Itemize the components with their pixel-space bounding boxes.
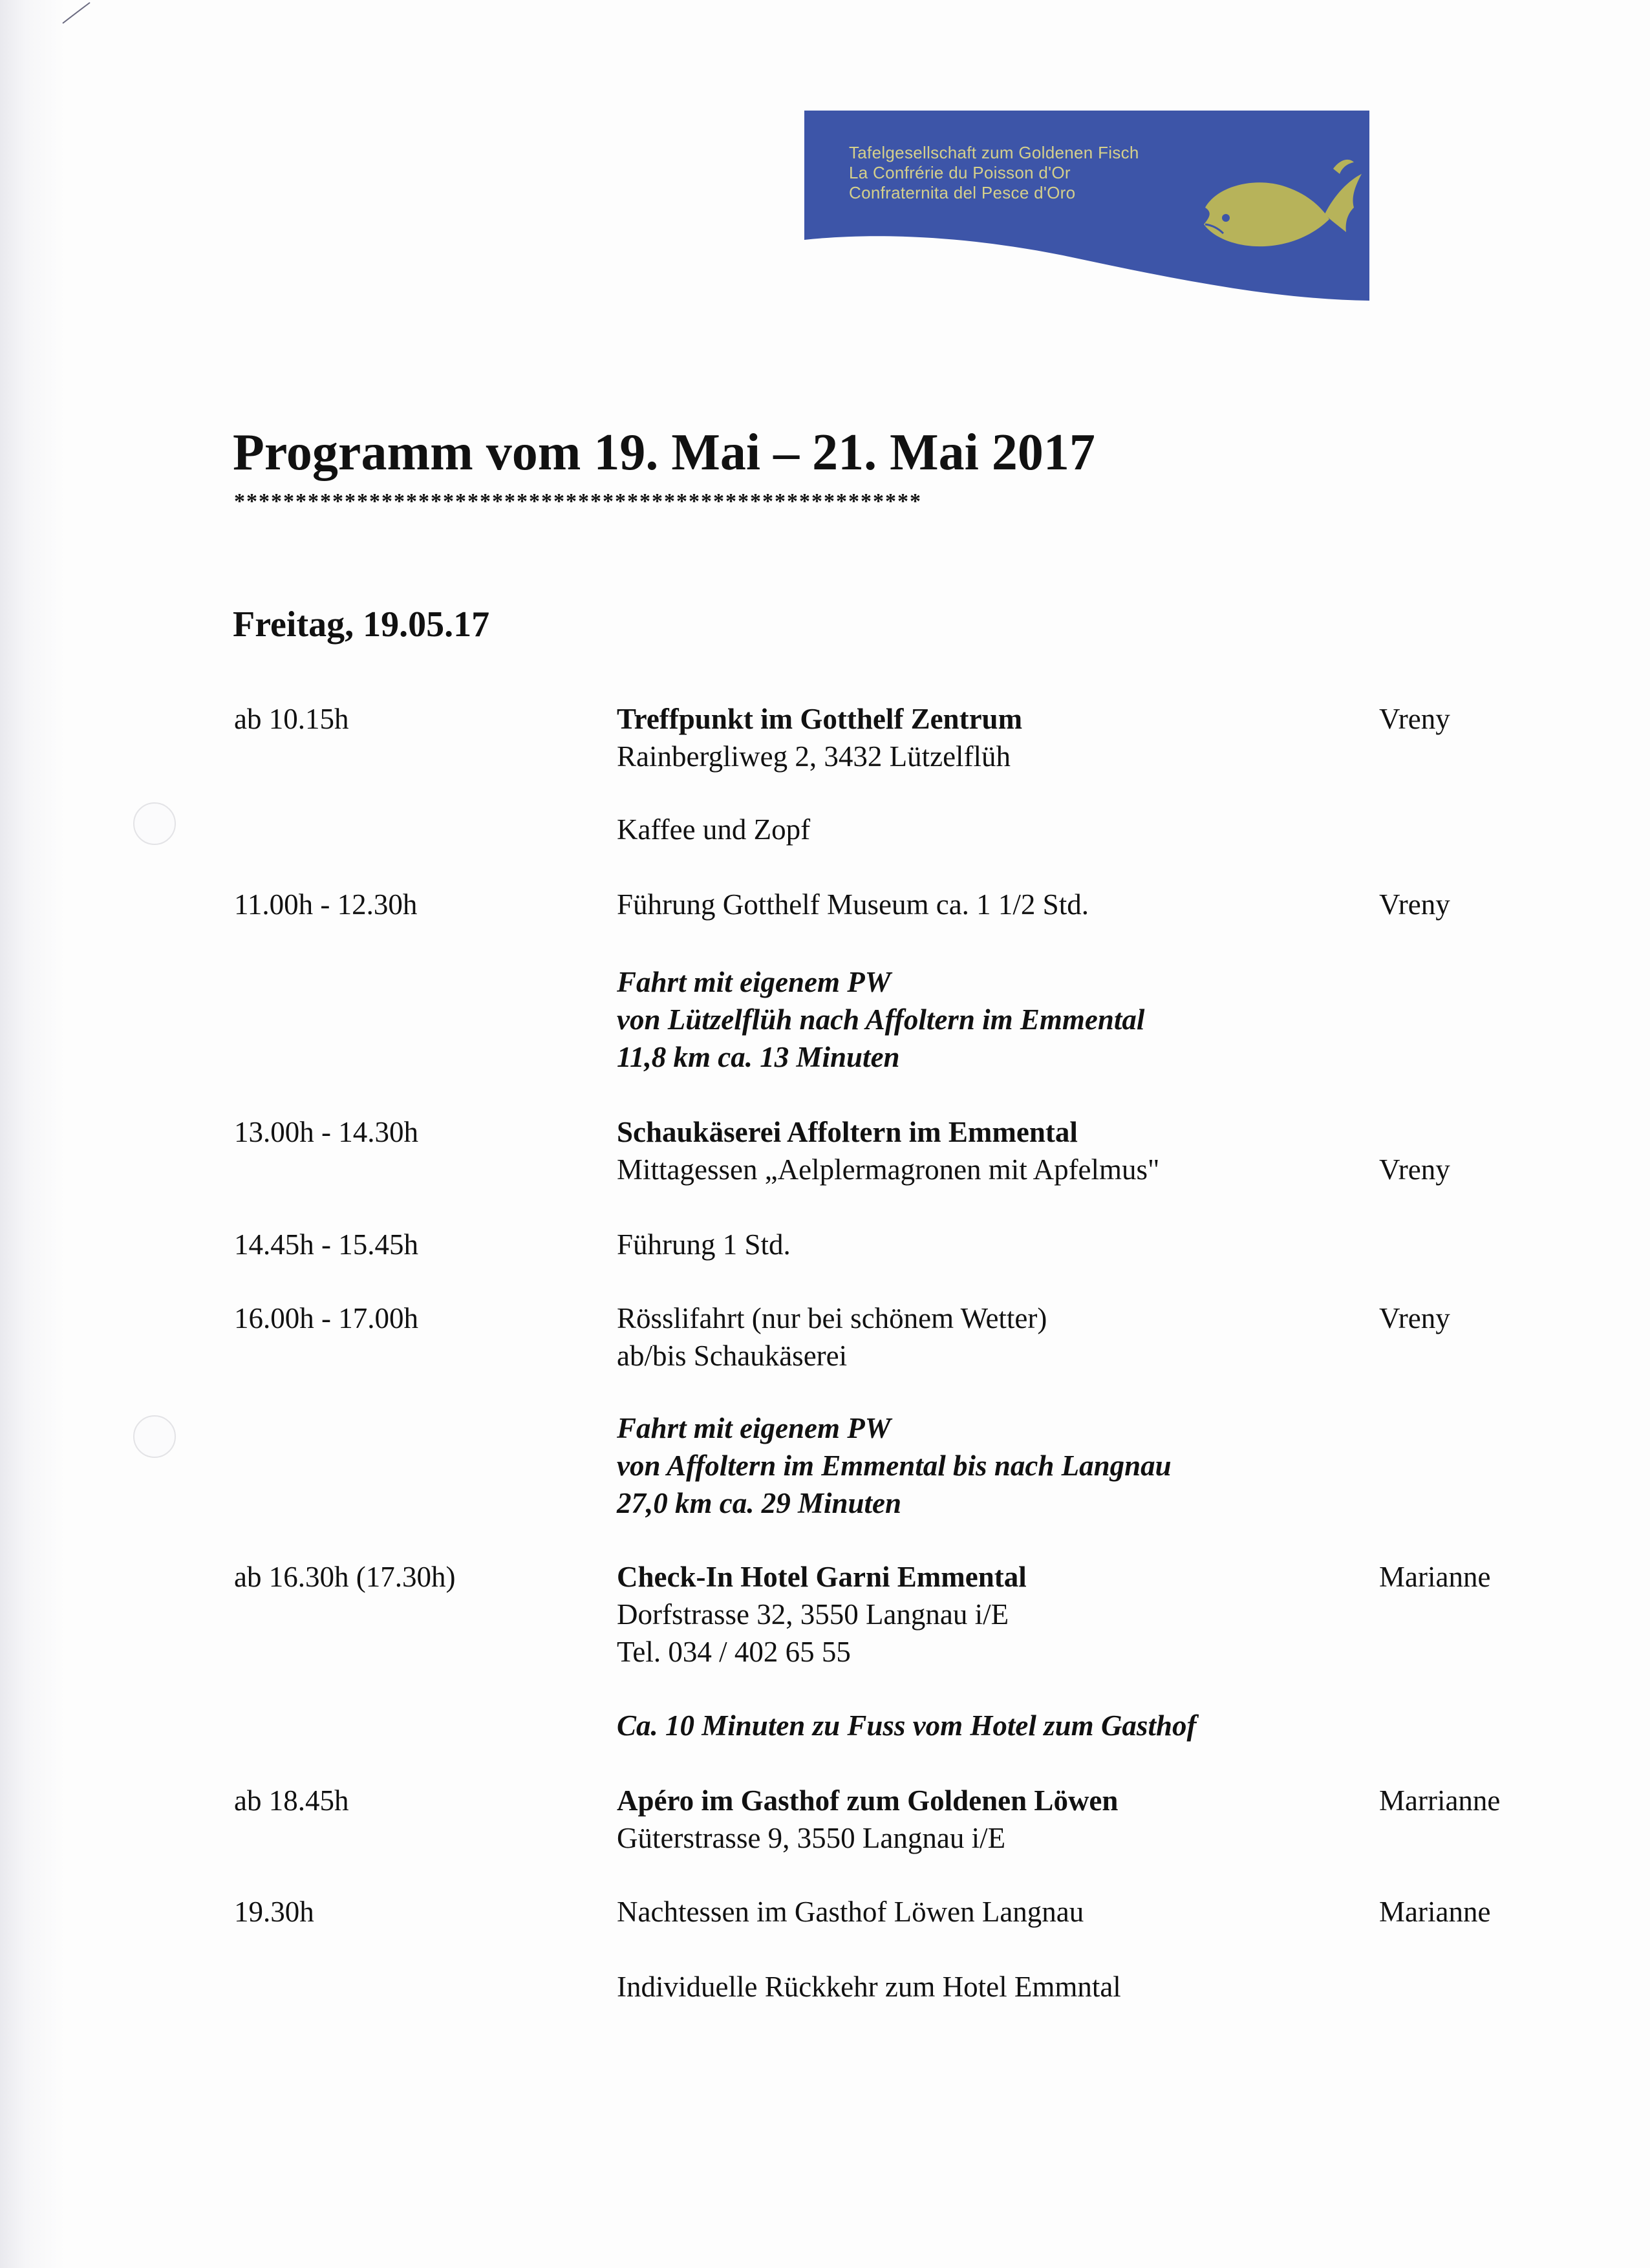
logo-line-it: Confraternita del Pesce d'Oro	[849, 183, 1076, 202]
entry-time: 14.45h - 15.45h	[234, 1228, 418, 1261]
entry-text: ab/bis Schaukäserei	[617, 1340, 848, 1372]
entry-description	[617, 811, 810, 848]
entry-title: Check-In Hotel Garni Emmental	[617, 1561, 1027, 1593]
entry-title: Apéro im Gasthof zum Goldenen Löwen	[617, 1784, 1119, 1817]
entry-person: Vreny	[1379, 1302, 1450, 1334]
travel-line: Fahrt mit eigenem PW	[617, 1412, 891, 1444]
entry-description	[617, 886, 1089, 923]
page-title: Programm vom 19. Mai – 21. Mai 2017	[233, 424, 1095, 481]
punch-hole-upper	[133, 802, 176, 845]
travel-note	[617, 963, 1144, 1076]
entry-description	[617, 1782, 1118, 1857]
entry-person: Marianne	[1379, 1896, 1491, 1928]
entry-description	[617, 1300, 1047, 1375]
entry-person: Marrianne	[1379, 1784, 1501, 1817]
entry-text: Individuelle Rückkehr zum Hotel Emmntal	[617, 1971, 1121, 2003]
day-heading: Freitag, 19.05.17	[233, 604, 490, 645]
entry-description	[617, 1968, 1121, 2006]
entry-address: Güterstrasse 9, 3550 Langnau i/E	[617, 1822, 1006, 1854]
logo-banner	[804, 111, 1369, 301]
travel-line: von Affoltern im Emmental bis nach Langnau	[617, 1450, 1172, 1482]
entry-time: 11.00h - 12.30h	[234, 888, 418, 921]
entry-time: 16.00h - 17.00h	[234, 1302, 418, 1334]
entry-time: ab 16.30h (17.30h)	[234, 1561, 456, 1593]
punch-hole-lower	[133, 1415, 176, 1458]
entry-time: ab 10.15h	[234, 703, 349, 735]
entry-title: Schaukäserei Affoltern im Emmental	[617, 1116, 1078, 1148]
entry-address: Dorfstrasse 32, 3550 Langnau i/E	[617, 1598, 1009, 1631]
travel-line: 11,8 km ca. 13 Minuten	[617, 1041, 900, 1073]
entry-text: Nachtessen im Gasthof Löwen Langnau	[617, 1896, 1084, 1928]
entry-description	[617, 700, 1022, 775]
scan-edge-shadow	[0, 0, 65, 2268]
entry-description	[617, 1558, 1027, 1671]
entry-title: Treffpunkt im Gotthelf Zentrum	[617, 703, 1023, 735]
entry-text: Mittagessen „Aelplermagronen mit Apfelmus"	[617, 1153, 1160, 1186]
entry-person: Marianne	[1379, 1561, 1491, 1593]
logo-line-de: Tafelgesellschaft zum Goldenen Fisch	[849, 143, 1139, 162]
pen-mark	[61, 0, 100, 26]
travel-note	[617, 1409, 1172, 1522]
entry-description	[617, 1893, 1084, 1931]
travel-line: 27,0 km ca. 29 Minuten	[617, 1487, 902, 1519]
entry-text: Führung Gotthelf Museum ca. 1 1/2 Std.	[617, 888, 1089, 921]
entry-description	[617, 1113, 1159, 1188]
entry-text: Kaffee und Zopf	[617, 813, 811, 846]
entry-time: ab 18.45h	[234, 1784, 349, 1817]
entry-time: 19.30h	[234, 1896, 314, 1928]
entry-person: Vreny	[1379, 888, 1450, 921]
travel-note	[617, 1707, 1196, 1744]
travel-line: Ca. 10 Minuten zu Fuss vom Hotel zum Gasthof	[617, 1709, 1197, 1742]
confrerie-logo	[804, 111, 1369, 301]
entry-person: Vreny	[1379, 703, 1450, 735]
entry-time: 13.00h - 14.30h	[234, 1116, 418, 1148]
entry-phone: Tel. 034 / 402 65 55	[617, 1636, 851, 1668]
travel-line: von Lützelflüh nach Affoltern im Emmental	[617, 1003, 1145, 1036]
entry-description	[617, 1226, 791, 1263]
logo-text	[849, 143, 1139, 203]
travel-line: Fahrt mit eigenem PW	[617, 966, 891, 998]
entry-text: Rösslifahrt (nur bei schönem Wetter)	[617, 1302, 1047, 1334]
title-separator: ********************************************************	[234, 491, 922, 513]
logo-line-fr: La Confrérie du Poisson d'Or	[849, 163, 1071, 182]
entry-text: Führung 1 Std.	[617, 1228, 791, 1261]
entry-address: Rainbergliweg 2, 3432 Lützelflüh	[617, 740, 1011, 773]
entry-person: Vreny	[1379, 1153, 1450, 1186]
